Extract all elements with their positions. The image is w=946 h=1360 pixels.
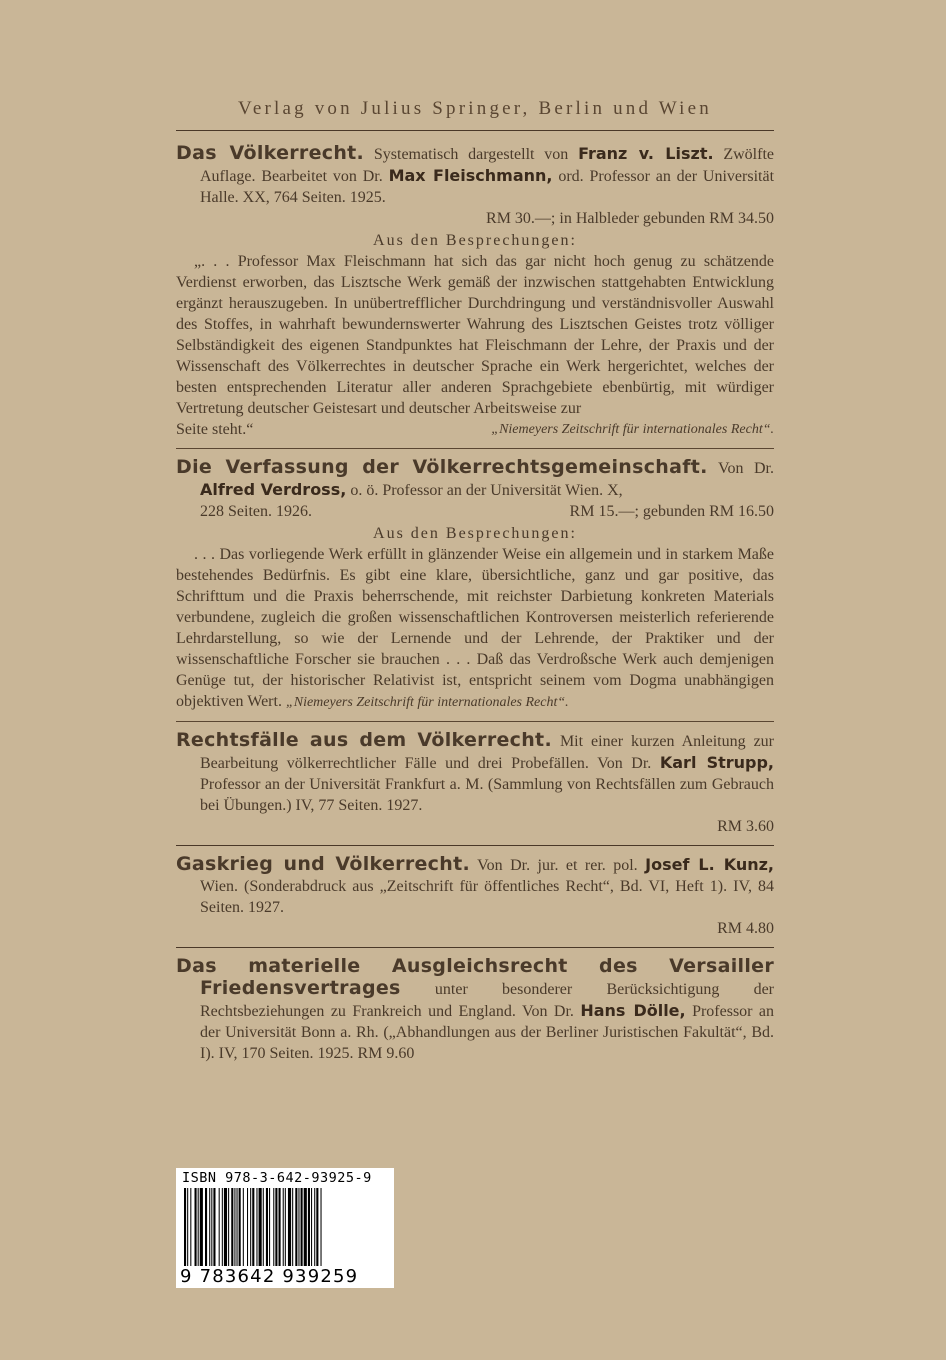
divider bbox=[176, 947, 774, 948]
barcode-bar bbox=[259, 1188, 262, 1266]
book-entry-ausgleichsrecht bbox=[176, 956, 774, 1064]
barcode-bar bbox=[295, 1188, 297, 1266]
review-source: „Niemeyers Zeitschrift für internationales Recht“. bbox=[491, 422, 774, 437]
barcode-bar bbox=[279, 1188, 281, 1266]
isbn-barcode bbox=[176, 1168, 394, 1288]
ean-digits: 9 783642 939259 bbox=[180, 1266, 359, 1287]
barcode-bars bbox=[182, 1188, 388, 1266]
barcode-bar bbox=[266, 1188, 268, 1266]
publisher-header: Verlag von Julius Springer, Berlin und Wien bbox=[238, 98, 712, 119]
entry-description: Das materielle Ausgleichsrecht des Versailler Friedensvertrages unter besonderer Berücksichtigung der Rechtsbeziehungen zu Frankreich und England. Von Dr. Hans Dölle, Professor an der Universität Bonn a. Rh. („Abhandlungen aus der Berliner Juristischen Fakultät“, Bd. I). IV, 170 Seiten. 1925. RM 9.60 bbox=[176, 955, 775, 1062]
barcode-bar bbox=[263, 1188, 264, 1266]
author-name: Franz v. Liszt. bbox=[578, 144, 714, 163]
barcode-bar bbox=[321, 1188, 322, 1266]
barcode-bar bbox=[243, 1188, 244, 1266]
barcode-bar bbox=[211, 1188, 212, 1266]
barcode-bar bbox=[304, 1188, 307, 1266]
barcode-bar bbox=[224, 1188, 227, 1266]
barcode-bar bbox=[187, 1188, 188, 1266]
catalog-page bbox=[176, 98, 774, 1064]
editor-name: Max Fleischmann, bbox=[388, 166, 553, 185]
barcode-bar bbox=[285, 1188, 286, 1266]
barcode-bar bbox=[234, 1188, 235, 1266]
reviews-heading: Aus den Besprechungen: bbox=[373, 232, 577, 249]
book-entry-voelkerrecht bbox=[176, 143, 774, 440]
author-name: Karl Strupp, bbox=[659, 753, 775, 772]
barcode-bar bbox=[273, 1188, 274, 1266]
review-source-line: Seite steht.“ „Niemeyers Zeitschrift für internationales Recht“. bbox=[176, 421, 774, 438]
price: RM 3.60 bbox=[717, 818, 774, 835]
book-title: Das Völkerrecht. bbox=[176, 142, 365, 164]
review-text: . . . Das vorliegende Werk erfüllt in glänzender Weise ein allgemein und in starkem Maße bestehendes Bedürfnis. Es gibt eine klare, übersichtliche, ganz und gar positive, das Schrifttum und die Praxis beherrschende, mit reichster Darbietung konkreten Materials verbundene, zugleich die großen wissenschaftlichen Kontroversen meisterlich referierende Lehrdarstellung, so wie der Lernende und der Lehrende, der Praktiker und der wissenschaftliche Forscher sie brauchen . . . Daß das Verdroßsche Werk auch demjenigen Genüge tut, der historischer Relativist ist, entspricht seinem vom Dogma unabhängigen objektiven Wert. „Niemeyers Zeitschrift für internationales Recht“. bbox=[176, 546, 774, 710]
barcode-bar bbox=[283, 1188, 284, 1266]
barcode-bar bbox=[195, 1188, 197, 1266]
barcode-bar bbox=[298, 1188, 299, 1266]
barcode-bar bbox=[209, 1188, 210, 1266]
author-name: Josef L. Kunz, bbox=[645, 855, 775, 874]
author-name: Hans Dölle, bbox=[580, 1001, 686, 1020]
entry-description: Rechtsfälle aus dem Völkerrecht. Mit einer kurzen Anleitung zur Bearbeitung völkerrechtlicher Fälle und drei Probefällen. Von Dr. Karl Strupp, Professor an der Universität Frankfurt a. M. (Sammlung von Rechtsfällen zum Gebrauch bei Übungen.) IV, 77 Seiten. 1927. bbox=[176, 729, 775, 814]
barcode-bar bbox=[308, 1188, 310, 1266]
review-text: „. . . Professor Max Fleischmann hat sich das gar nicht hoch genug zu schätzende Verdienst erworben, das Lisztsche Werk gemäß der inzwischen stattgehabten Entwicklung ergänzt herauszugeben. In unübertrefflicher Durchdringung und verständnisvoller Auswahl des Stoffes, in wahrhaft bewundernswerter Wahrung des Lisztschen Geistes trotz völliger Selbständigkeit des eigenen Standpunktes hat Fleischmann der Lehre, der Praxis und der Wissenschaft des Völkerrechtes in deutscher Sprache ein Werk hergerichtet, welches der besten entsprechenden Literatur aller anderen Sprachgebiete ebenbürtig, mit würdiger Vertretung deutscher Geistesart und deutscher Arbeitsweise zur bbox=[176, 253, 774, 417]
price: RM 4.80 bbox=[717, 920, 774, 937]
book-entry-verfassung bbox=[176, 457, 774, 713]
barcode-bar bbox=[247, 1188, 248, 1266]
barcode-bar bbox=[231, 1188, 233, 1266]
barcode-bar bbox=[237, 1188, 238, 1266]
book-entry-gaskrieg bbox=[176, 854, 774, 939]
barcode-bar bbox=[198, 1188, 199, 1266]
barcode-bar bbox=[213, 1188, 215, 1266]
barcode-bar bbox=[311, 1188, 312, 1266]
entry-description: Gaskrieg und Völkerrecht. Von Dr. jur. et rer. pol. Josef L. Kunz, Wien. (Sonderabdruck aus „Zeitschrift für öffentliches Recht“, Bd. VI, Heft 1). IV, 84 Seiten. 1927. bbox=[176, 853, 775, 916]
price: RM 30.—; in Halbleder gebunden RM 34.50 bbox=[486, 210, 774, 227]
divider bbox=[176, 448, 774, 449]
price: RM 9.60 bbox=[357, 1045, 415, 1062]
barcode-bar bbox=[288, 1188, 291, 1266]
barcode-bar bbox=[314, 1188, 315, 1266]
author-name: Alfred Verdross, bbox=[200, 480, 347, 499]
barcode-bar bbox=[292, 1188, 293, 1266]
barcode-bar bbox=[222, 1188, 223, 1266]
barcode-bar bbox=[316, 1188, 318, 1266]
barcode-bar bbox=[219, 1188, 220, 1266]
entry-description: Die Verfassung der Völkerrechtsgemeinschaft. Von Dr. Alfred Verdross, o. ö. Professor an der Universität Wien. X, bbox=[176, 456, 774, 499]
barcode-bar bbox=[250, 1188, 251, 1266]
barcode-bar bbox=[269, 1188, 270, 1266]
book-title: Rechtsfälle aus dem Völkerrecht. bbox=[176, 729, 552, 751]
review-source: „Niemeyers Zeitschrift für internationales Recht“. bbox=[285, 695, 569, 710]
barcode-bar bbox=[275, 1188, 277, 1266]
barcode-bar bbox=[256, 1188, 257, 1266]
barcode-bar bbox=[301, 1188, 303, 1266]
divider bbox=[176, 845, 774, 846]
entry-description: Das Völkerrecht. Systematisch dargestellt von Franz v. Liszt. Zwölfte Auflage. Bearbeitet von Dr. Max Fleischmann, ord. Professor an der Universität Halle. XX, 764 Seiten. 1925. bbox=[176, 142, 775, 206]
isbn-label: ISBN 978-3-642-93925-9 bbox=[182, 1170, 372, 1186]
barcode-bar bbox=[200, 1188, 203, 1266]
barcode-bar bbox=[205, 1188, 207, 1266]
reviews-heading: Aus den Besprechungen: bbox=[373, 525, 577, 542]
book-title: Das materielle Ausgleichsrecht des Versailler Friedensvertrages bbox=[176, 955, 774, 999]
header-rule bbox=[176, 130, 774, 131]
barcode-bar bbox=[228, 1188, 229, 1266]
price: 228 Seiten. 1926. RM 15.—; gebunden RM 16.50 bbox=[200, 503, 774, 520]
book-title: Gaskrieg und Völkerrecht. bbox=[176, 853, 470, 875]
barcode-bar bbox=[184, 1188, 186, 1266]
barcode-bar bbox=[190, 1188, 191, 1266]
divider bbox=[176, 721, 774, 722]
barcode-bar bbox=[239, 1188, 241, 1266]
book-entry-rechtsfaelle bbox=[176, 730, 774, 837]
barcode-bar bbox=[252, 1188, 254, 1266]
book-title: Die Verfassung der Völkerrechtsgemeinschaft. bbox=[176, 456, 708, 478]
